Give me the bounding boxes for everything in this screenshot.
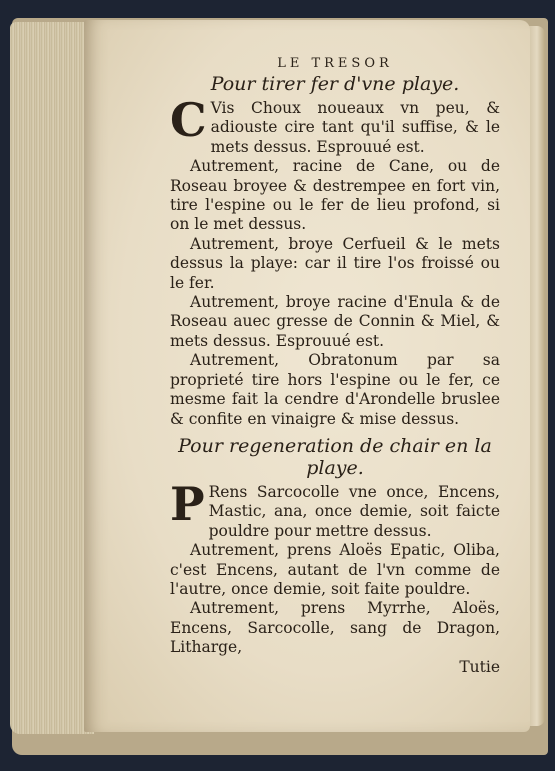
catchword: Tutie — [459, 657, 500, 676]
section-heading: Pour tirer fer d'vne playe. — [210, 73, 460, 95]
paragraph-text: Vis Choux noueaux vn peu, & adiouste cire tant qu'il suffise, & le mets dessus. Esprouué est. — [210, 99, 500, 156]
page-text — [170, 56, 500, 677]
paragraph-text: Rens Sarcocolle vne once, Encens, Mastic, ana, once demie, soit faicte pouldre pour mettre dessus. — [208, 482, 500, 540]
drop-cap: C — [170, 93, 207, 147]
paragraph: Autrement, prens Myrrhe, Aloës, Encens, Sarcocolle, sang de Dragon, Litharge, — [170, 599, 500, 657]
drop-cap: P — [170, 476, 205, 531]
paragraph — [170, 476, 500, 541]
paragraph: Autrement, Obratonum par sa proprieté tire hors l'espine ou le fer, ce mesme fait la cendre d'Arondelle bruslee & confite en vinaigre & mise dessus. — [170, 351, 500, 428]
paragraph: Autrement, prens Aloës Epatic, Oliba, c'est Encens, autant de l'vn comme de l'autre, once demie, soit faite pouldre. — [170, 541, 500, 598]
running-head: LE TRESOR — [277, 56, 393, 71]
section-heading: Pour regeneration de chair en la playe. — [178, 434, 492, 479]
page-edges — [10, 22, 94, 734]
paragraph: Autrement, broye racine d'Enula & de Roseau auec gresse de Connin & Miel, & mets dessus. Esprouué est. — [170, 293, 500, 350]
paragraph — [170, 93, 500, 157]
paragraph: Autrement, broye Cerfueil & le mets dessus la playe: car il tire l'os froissé ou le fer. — [170, 234, 500, 292]
paragraph: Autrement, racine de Cane, ou de Roseau broyee & destrempee en fort vin, tire l'espine ou le fer de lieu profond, si on le met dessus. — [170, 157, 500, 234]
